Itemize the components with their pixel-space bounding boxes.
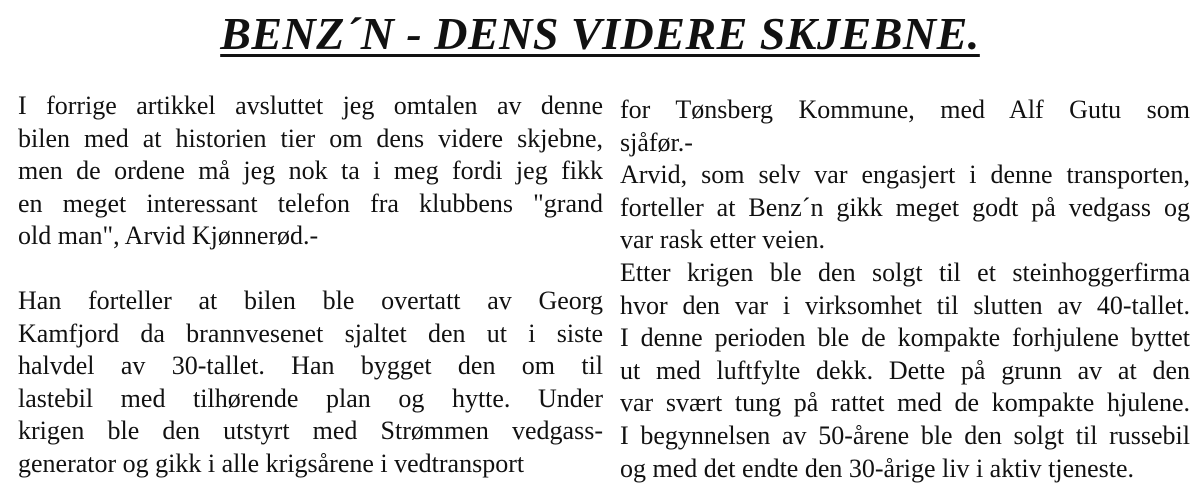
text-line: Etter krigen ble den solgt til et steinhoggerfirma [620,257,1190,287]
paragraph [620,257,1190,485]
text-line: Han forteller at bilen ble overtatt av Georg [18,285,603,315]
text-line: I denne perioden ble de kompakte forhjulene byttet [620,323,1190,353]
right-column [620,94,1190,485]
text-line: ut med luftfylte dekk. Dette på grunn av at den [620,355,1190,385]
paragraph [18,285,603,481]
text-line: sjåfør.- [620,127,693,157]
text-line: generator og gikk i alle krigsårene i vedtransport [18,448,525,478]
paragraph [620,159,1190,257]
text-line: var svært tung på rattet med de kompakte hjulene. [620,388,1190,418]
text-line: var rask etter veien. [620,225,826,255]
text-line: men de ordene må jeg nok ta i meg fordi jeg fikk [18,156,603,186]
paragraph [18,90,603,253]
paragraph [620,94,1190,159]
text-line: Kamfjord da brannvesenet sjaltet den ut i siste [18,318,603,348]
text-line: forteller at Benz´n gikk meget godt på vedgass og [620,192,1190,222]
text-line: Arvid, som selv var engasjert i denne transporten, [620,160,1190,190]
text-line: halvdel av 30-tallet. Han bygget den om til [18,351,603,381]
left-column [18,90,603,481]
text-line: I forrige artikkel avsluttet jeg omtalen av denne [18,91,603,120]
text-line: old man", Arvid Kjønnerød.- [18,221,319,251]
text-line: I begynnelsen av 50-årene ble den solgt til russebil [620,420,1190,450]
text-line: og med det endte den 30-årige liv i aktiv tjeneste. [620,453,1135,483]
text-line: en meget interessant telefon fra klubbens "grand [18,188,603,218]
text-line: hvor den var i virksomhet til slutten av 40-tallet. [620,290,1190,320]
text-line: lastebil med tilhørende plan og hytte. Under [18,383,603,413]
text-line: krigen ble den utstyrt med Strømmen vedgass- [18,416,603,446]
paragraph-gap [18,253,603,285]
text-line: for Tønsberg Kommune, med Alf Gutu som [620,95,1190,124]
text-line: bilen med at historien tier om dens videre skjebne, [18,123,603,153]
article-title: BENZ´N - DENS VIDERE SKJEBNE. [220,8,980,59]
